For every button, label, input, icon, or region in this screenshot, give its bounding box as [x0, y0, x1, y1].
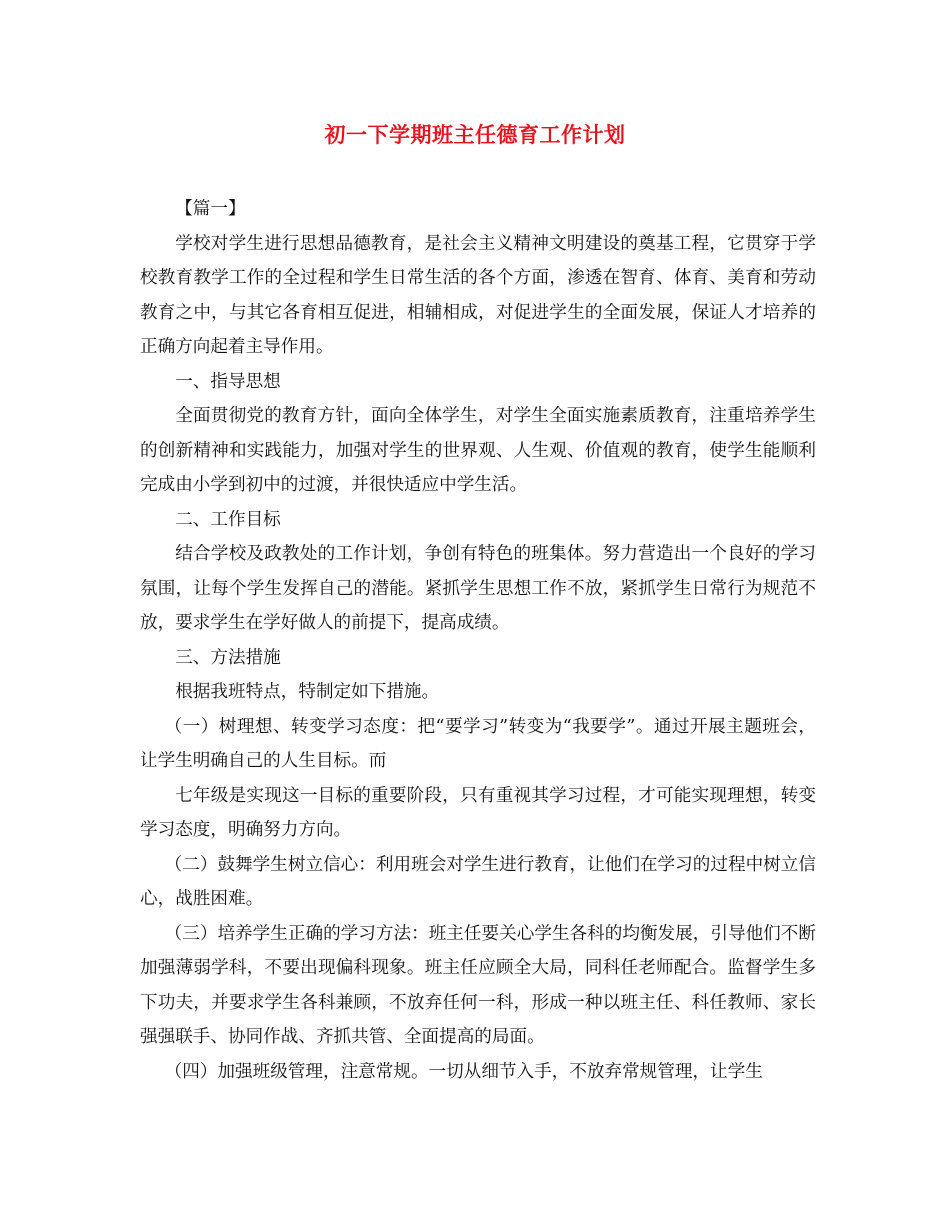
measure-three-paragraph: （三）培养学生正确的学习方法：班主任要关心学生各科的均衡发展，引导他们不断加强薄弱学科，不要出现偏科现象。班主任应顾全大局，同科任老师配合。监督学生多下功夫，并要求学生各科兼顾，不放弃任何一科，形成一种以班主任、科任教师、家长强强联手、协同作战、齐抓共管、全面提高的局面。	[140, 923, 816, 1047]
heading-work-goals: 二、工作目标	[175, 509, 281, 530]
work-goals-paragraph: 结合学校及政教处的工作计划，争创有特色的班集体。努力营造出一个良好的学习氛围，让每个学生发挥自己的潜能。紧抓学生思想工作不放，紧抓学生日常行为规范不放，要求学生在学好做人的前提下，提高成绩。	[140, 544, 816, 633]
measure-one-paragraph: （一）树理想、转变学习态度：把“要学习”转变为“我要学”。通过开展主题班会，让学生明确自己的人生目标。而	[140, 716, 816, 771]
guiding-ideology-paragraph: 全面贯彻党的教育方针，面向全体学生，对学生全面实施素质教育，注重培养学生的创新精神和实践能力，加强对学生的世界观、人生观、价值观的教育，使学生能顺利完成由小学到初中的过渡，并很快适应中学生活。	[140, 406, 816, 495]
measure-one-continued-paragraph: 七年级是实现这一目标的重要阶段，只有重视其学习过程，才可能实现理想，转变学习态度，明确努力方向。	[140, 785, 816, 840]
heading-guiding-ideology: 一、指导思想	[175, 371, 281, 392]
document-body	[140, 192, 816, 1089]
section-heading-part-one: 【篇一】	[175, 199, 246, 219]
measure-four-paragraph: （四）加强班级管理，注意常规。一切从细节入手，不放弃常规管理，让学生	[164, 1061, 763, 1082]
heading-methods: 三、方法措施	[175, 647, 281, 668]
intro-paragraph: 学校对学生进行思想品德教育，是社会主义精神文明建设的奠基工程，它贯穿于学校教育教学工作的全过程和学生日常生活的各个方面，渗透在智育、体育、美育和劳动教育之中，与其它各育相互促进，相辅相成，对促进学生的全面发展，保证人才培养的正确方向起着主导作用。	[140, 233, 816, 357]
measure-two-paragraph: （二）鼓舞学生树立信心：利用班会对学生进行教育，让他们在学习的过程中树立信心，战胜困难。	[140, 854, 816, 909]
methods-intro-paragraph: 根据我班特点，特制定如下措施。	[175, 682, 440, 702]
document-title: 初一下学期班主任德育工作计划	[324, 122, 626, 147]
